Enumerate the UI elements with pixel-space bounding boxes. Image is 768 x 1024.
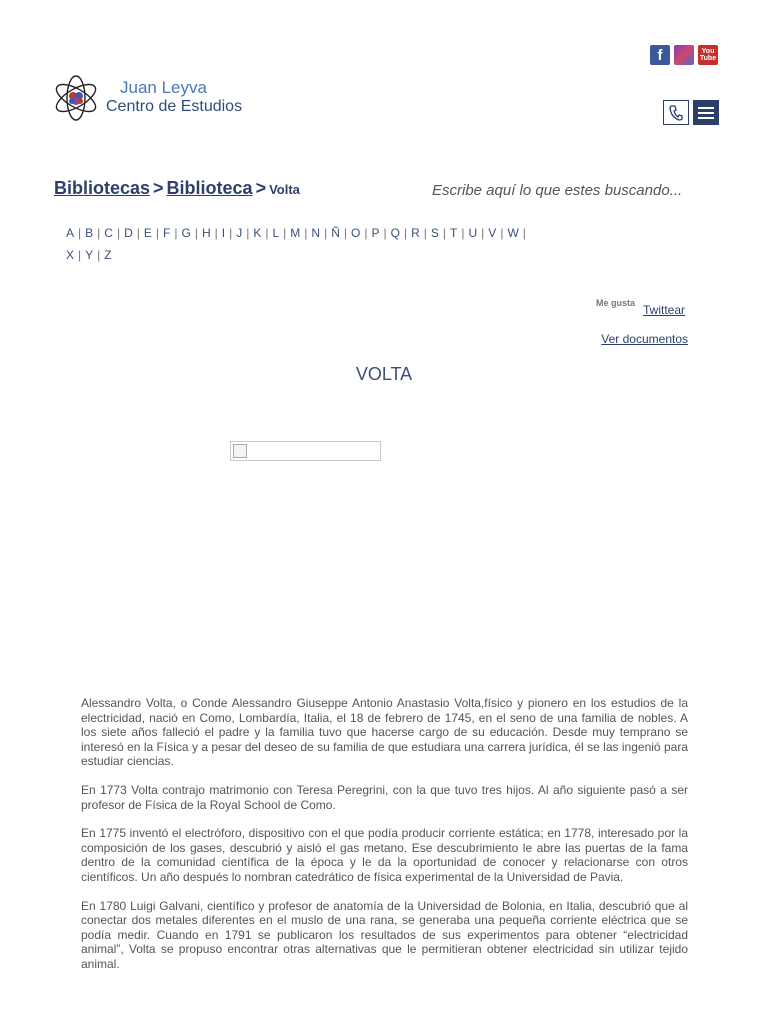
paragraph: En 1773 Volta contrajo matrimonio con Teresa Peregrini, con la que tuvo tres hijos. Al año siguiente pasó a ser profesor de Física de la Royal School de Como. bbox=[81, 782, 688, 812]
alphabet-letter-k[interactable]: K bbox=[253, 226, 262, 240]
alphabet-letter-v[interactable]: V bbox=[488, 226, 497, 240]
alphabet-letter-w[interactable]: W bbox=[507, 226, 519, 240]
alphabet-letter-z[interactable]: Z bbox=[104, 248, 112, 262]
tweet-link[interactable]: Twittear bbox=[643, 303, 686, 317]
alphabet-letter-n[interactable]: N bbox=[311, 226, 321, 240]
alphabet-separator: | bbox=[174, 226, 178, 240]
alphabet-letter-r[interactable]: R bbox=[411, 226, 420, 240]
alphabet-letter-ñ[interactable]: Ñ bbox=[331, 226, 340, 240]
breadcrumb-separator: > bbox=[255, 178, 267, 198]
breadcrumb-current: Volta bbox=[269, 182, 300, 197]
alphabet-letter-o[interactable]: O bbox=[351, 226, 361, 240]
alphabet-separator: | bbox=[324, 226, 328, 240]
alphabet-separator: | bbox=[403, 226, 408, 240]
social-links bbox=[650, 45, 718, 65]
menu-button[interactable] bbox=[693, 100, 719, 125]
alphabet-separator: | bbox=[78, 248, 82, 262]
page-title: VOLTA bbox=[355, 364, 413, 384]
breadcrumb bbox=[54, 178, 300, 199]
facebook-icon[interactable]: f bbox=[650, 45, 670, 65]
alphabet-separator: | bbox=[423, 226, 427, 240]
hamburger-icon-bar bbox=[698, 112, 714, 114]
alphabet-separator: | bbox=[214, 226, 218, 240]
site-logo[interactable] bbox=[52, 70, 242, 124]
paragraph: En 1780 Luigi Galvani, científico y profesor de anatomía de la Universidad de Bolonia, en Italia, descubrió que al conectar dos metales diferentes en el muslo de una rana, se generaba una pequeña corriente eléctrica que se podía medir. Cuando en 1791 se publicaron los resultados de sus experimentos para obtener “electricidad animal”, Volta se propuso encontrar otras alternativas que le permitieran obtener electricidad sin utilizar tejido animal. bbox=[81, 898, 688, 971]
like-button[interactable]: Me gusta bbox=[596, 298, 636, 308]
breadcrumb-biblioteca[interactable]: Biblioteca bbox=[166, 178, 253, 198]
alphabet-letter-e[interactable]: E bbox=[143, 226, 152, 240]
alphabet-separator: | bbox=[229, 226, 233, 240]
alphabet-separator: | bbox=[383, 226, 387, 240]
breadcrumb-separator: > bbox=[153, 178, 164, 198]
logo-line-2: Centro de Estudios bbox=[106, 97, 243, 115]
logo-line-1: Juan Leyva bbox=[120, 77, 207, 97]
alphabet-letter-d[interactable]: D bbox=[124, 226, 133, 240]
alphabet-letter-s[interactable]: S bbox=[430, 226, 439, 240]
youtube-icon-top: You bbox=[701, 48, 715, 55]
alphabet-letter-x[interactable]: X bbox=[66, 248, 75, 262]
alphabet-letter-f[interactable]: F bbox=[163, 226, 171, 240]
alphabet-letter-i[interactable]: I bbox=[221, 226, 226, 240]
alphabet-separator: | bbox=[461, 226, 465, 240]
alphabet-separator: | bbox=[343, 226, 348, 240]
article-image bbox=[230, 441, 381, 461]
alphabet-separator: | bbox=[442, 226, 447, 240]
alphabet-letter-q[interactable]: Q bbox=[390, 226, 400, 240]
paragraph: Alessandro Volta, o Conde Alessandro Giuseppe Antonio Anastasio Volta,físico y pionero en los estudios de la electricidad, nació en Como, Lombardía, Italia, el 18 de febrero de 1745, en el seno de una familia de nobles. A los siete años falleció el padre y la familia tuvo que hacerse cargo de su educación. Desde muy temprano se interesó en la Física y a pesar del deseo de su familia de que estudiara una carrera jurídica, él se las ingenió para estudiar ciencias. bbox=[81, 696, 688, 769]
alphabet-letter-a[interactable]: A bbox=[66, 226, 75, 240]
alphabet-letter-t[interactable]: T bbox=[450, 226, 458, 240]
alphabet-separator: | bbox=[522, 226, 526, 240]
alphabet-index bbox=[62, 222, 722, 266]
youtube-icon-bottom: Tube bbox=[699, 55, 717, 62]
alphabet-separator: | bbox=[364, 226, 368, 240]
alphabet-separator: | bbox=[246, 226, 250, 240]
header-buttons bbox=[663, 100, 719, 125]
alphabet-letter-g[interactable]: G bbox=[181, 226, 191, 240]
phone-icon bbox=[669, 105, 683, 121]
alphabet-letter-h[interactable]: H bbox=[201, 226, 211, 240]
hamburger-icon bbox=[698, 107, 714, 109]
hamburger-icon-bar bbox=[698, 117, 714, 119]
alphabet-separator: | bbox=[97, 226, 101, 240]
alphabet-letter-p[interactable]: P bbox=[371, 226, 380, 240]
alphabet-separator: | bbox=[194, 226, 198, 240]
youtube-icon[interactable] bbox=[698, 45, 718, 65]
alphabet-letter-b[interactable]: B bbox=[85, 226, 94, 240]
alphabet-separator: | bbox=[116, 226, 121, 240]
atom-logo-icon bbox=[52, 70, 104, 124]
alphabet-letter-u[interactable]: U bbox=[468, 226, 478, 240]
alphabet-letter-j[interactable]: J bbox=[236, 226, 243, 240]
article-content bbox=[81, 696, 688, 986]
alphabet-letter-c[interactable]: C bbox=[104, 226, 113, 240]
alphabet-separator: | bbox=[481, 226, 485, 240]
broken-image-icon bbox=[233, 444, 247, 458]
alphabet-separator: | bbox=[283, 226, 287, 240]
search-input[interactable] bbox=[432, 182, 722, 199]
instagram-icon[interactable] bbox=[674, 45, 694, 65]
alphabet-separator: | bbox=[265, 226, 269, 240]
ver-documentos-link[interactable]: Ver documentos bbox=[601, 332, 688, 346]
alphabet-letter-m[interactable]: M bbox=[290, 226, 301, 240]
breadcrumb-bibliotecas[interactable]: Bibliotecas bbox=[54, 178, 151, 198]
logo-text bbox=[106, 78, 242, 117]
alphabet-separator: | bbox=[155, 226, 160, 240]
paragraph: En 1775 inventó el electróforo, dispositivo con el que podía producir corriente estática; en 1778, interesado por la composición de los gases, descubrió y aisló el gas metano. Ese descubrimiento le abre las puertas de la fama dentro de la comunidad científica de la época y le da la oportunidad de conocer y relacionarse con otros científicos. Un año después lo nombran catedrático de física experimental de la Universidad de Pavia. bbox=[81, 826, 688, 884]
alphabet-letter-y[interactable]: Y bbox=[85, 248, 94, 262]
alphabet-letter-l[interactable]: L bbox=[272, 226, 280, 240]
alphabet-separator: | bbox=[97, 248, 101, 262]
alphabet-separator: | bbox=[136, 226, 140, 240]
phone-button[interactable] bbox=[663, 100, 689, 125]
alphabet-separator: | bbox=[500, 226, 504, 240]
alphabet-separator: | bbox=[304, 226, 308, 240]
alphabet-separator: | bbox=[78, 226, 82, 240]
